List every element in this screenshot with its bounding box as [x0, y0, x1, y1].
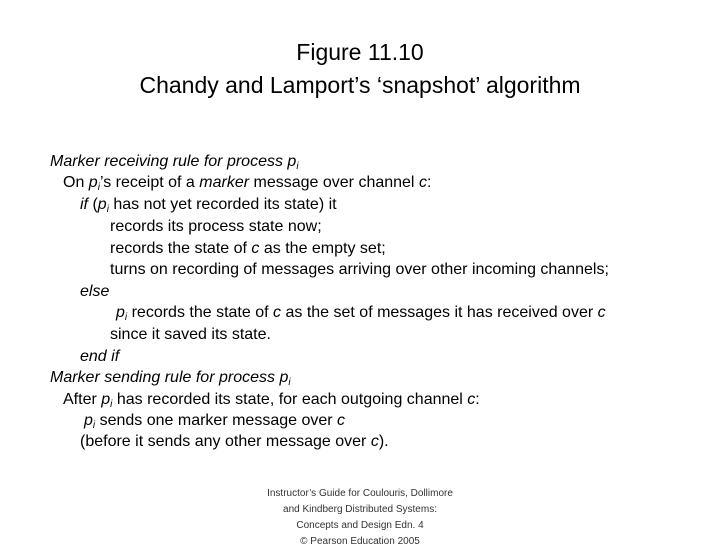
else-continuation: since it saved its state.	[110, 326, 271, 343]
if-line: if ($p_i$ has not yet recorded its state) it	[80, 196, 337, 215]
else-keyword: else	[80, 283, 110, 300]
action-turn-on-recording: turns on recording of messages arriving over other incoming channels;	[110, 261, 609, 278]
footer-line: and Kindberg Distributed Systems:	[283, 504, 437, 515]
else-line: $p_i$ records the state of c as the set of messages it has received over c	[116, 304, 606, 323]
footer-line: © Pearson Education 2005	[300, 536, 420, 547]
action-record-state: records its process state now;	[110, 218, 322, 235]
footer-line: Instructor’s Guide for Coulouris, Dollimore	[267, 488, 453, 499]
figure-number: Figure 11.10	[296, 39, 424, 65]
footer-line: Concepts and Design Edn. 4	[296, 520, 424, 531]
receiving-rule-heading: Marker receiving rule for process $p_i$	[50, 153, 299, 172]
figure-title: Chandy and Lamport’s ‘snapshot’ algorithm	[139, 72, 581, 98]
sending-rule-heading: Marker sending rule for process $p_i$	[50, 369, 291, 388]
footer-credit	[240, 486, 480, 550]
end-if-keyword: end if	[80, 348, 120, 365]
action-empty-set: records the state of c as the empty set;	[110, 240, 386, 257]
receipt-line: On $p_i’s$ receipt of a marker message over channel c:	[63, 174, 432, 193]
sends-line: $p_i$ sends one marker message over c	[84, 412, 346, 431]
before-line: (before it sends any other message over c).	[80, 433, 389, 450]
after-line: After $p_i$ has recorded its state, for each outgoing channel c:	[63, 391, 480, 410]
